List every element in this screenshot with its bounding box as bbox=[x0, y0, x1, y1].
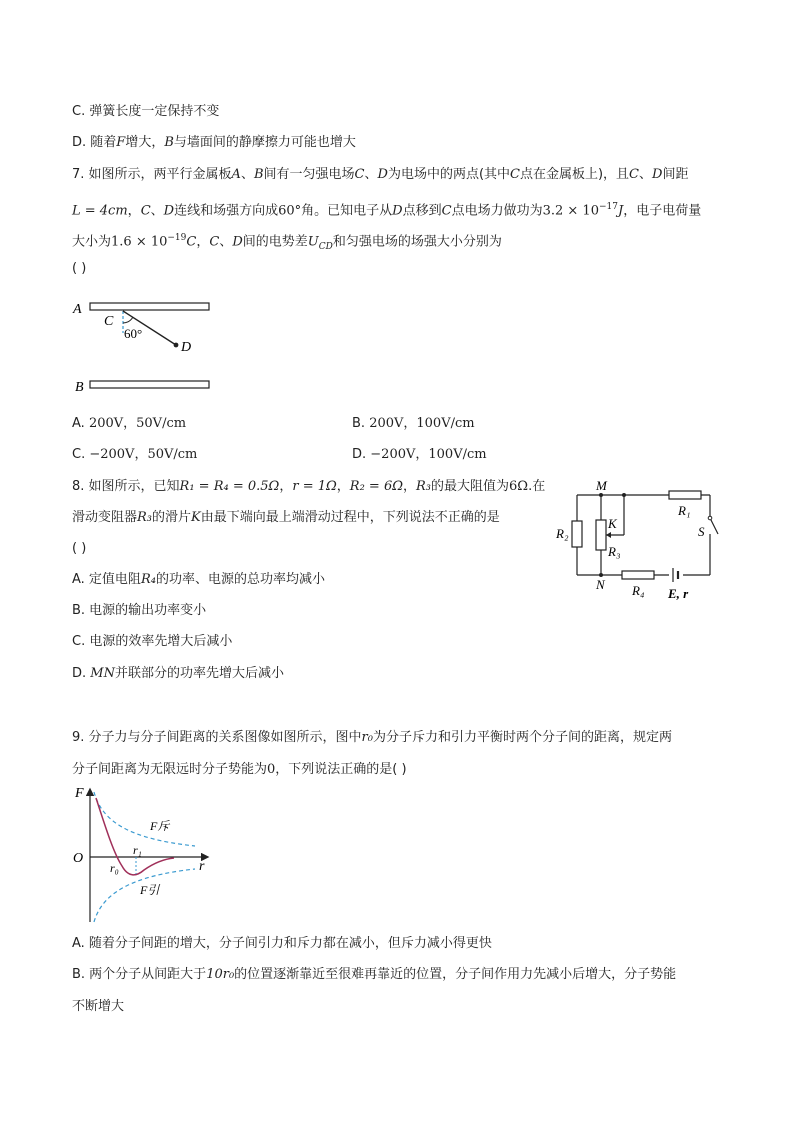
plate-b-label: B bbox=[75, 380, 84, 395]
r4-label: R₄ bbox=[632, 583, 645, 598]
resistor-r2 bbox=[572, 521, 582, 547]
q6-option-d: D. 随着F增大，B与墙面间的静摩擦力可能也增大 bbox=[72, 135, 356, 150]
q8-option-d: D. MN并联部分的功率先增大后减小 bbox=[72, 666, 284, 681]
q8-stem-line2: 滑动变阻器R₃的滑片K由最下端向最上端滑动过程中，下列说法不正确的是 bbox=[72, 510, 500, 525]
q7-option-b: B. 200V，100V/cm bbox=[352, 416, 475, 431]
q7-option-d: D. −200V，100V/cm bbox=[352, 447, 487, 462]
q8-option-c: C. 电源的效率先增大后减小 bbox=[72, 634, 233, 649]
f-repulsion-label: F斥 bbox=[150, 819, 170, 833]
point-c-label: C bbox=[104, 314, 114, 329]
q7-stem-line2: L = 4cm，C、D连线和场强方向成60°角。已知电子从D点移到C点电场力做功为$3.2 \times 10^{-17}J$，电子电荷量 bbox=[72, 202, 702, 219]
plate-a-label: A bbox=[73, 302, 82, 317]
q7-option-a: A. 200V，50V/cm bbox=[72, 416, 187, 431]
q9-option-a: A. 随着分子间距的增大，分子间引力和斥力都在减小，但斥力减小得更快 bbox=[72, 936, 492, 951]
slider-k-label: K bbox=[608, 516, 617, 531]
r0-label: r₀ bbox=[110, 861, 119, 875]
q8-stem-line1: 8. 如图所示，已知R₁ = R₄ = 0.5Ω，r = 1Ω，R₂ = 6Ω，R₃的最大阻值为6Ω.在 bbox=[72, 479, 546, 494]
q9-stem-line1: 9. 分子力与分子间距离的关系图像如图所示，图中r₀为分子斥力和引力平衡时两个分子间的距离，规定两 bbox=[72, 730, 672, 745]
r-axis-label: r bbox=[199, 859, 205, 874]
resistor-r1 bbox=[669, 491, 701, 499]
q6-option-c: C. 弹簧长度一定保持不变 bbox=[72, 104, 220, 119]
q9-option-b-line2: 不断增大 bbox=[72, 999, 125, 1014]
q7-stem-line3: 大小为$1.6 \times 10^{-19}C$，C、D间的电势差$U_{CD}$和匀强电场的场强大小分别为 bbox=[72, 233, 502, 252]
f-axis-label: F bbox=[75, 786, 84, 801]
node-n-label: N bbox=[596, 577, 605, 592]
q9-option-b-line1: B. 两个分子从间距大于10r₀的位置逐渐靠近至很难再靠近的位置，分子间作用力先减小后增大，分子势能 bbox=[72, 967, 677, 982]
net-force-curve bbox=[96, 798, 174, 875]
q7-option-c: C. −200V，50V/cm bbox=[72, 447, 198, 462]
q9-force-distance-graph bbox=[70, 784, 215, 926]
q9-stem-line2: 分子间距离为无限远时分子势能为0，下列说法正确的是( ) bbox=[72, 762, 407, 777]
r1-label: R₁ bbox=[678, 503, 691, 518]
slider-k-arrow bbox=[606, 532, 611, 538]
q8-option-a: A. 定值电阻R₄的功率、电源的总功率均减小 bbox=[72, 572, 325, 587]
source-er-label: E, r bbox=[668, 586, 689, 601]
node-m-label: M bbox=[596, 478, 607, 493]
switch-s-blade bbox=[710, 518, 718, 534]
q8-answer-paren: ( ) bbox=[72, 541, 87, 556]
q8-circuit-diagram bbox=[550, 476, 725, 606]
switch-s-label: S bbox=[698, 524, 705, 539]
rheostat-r3 bbox=[596, 520, 606, 550]
q8-option-b: B. 电源的输出功率变小 bbox=[72, 603, 207, 618]
q7-figure-plates bbox=[70, 295, 220, 395]
r2-label: R₂ bbox=[556, 526, 569, 541]
point-d-label: D bbox=[181, 340, 192, 355]
q7-stem-line1: 7. 如图所示，两平行金属板A、B间有一匀强电场C、D为电场中的两点(其中C点在金属板上)，且C、D间距 bbox=[72, 167, 689, 182]
angle-label: 60° bbox=[124, 326, 143, 341]
resistor-r4 bbox=[622, 571, 654, 579]
r3-label: R₃ bbox=[608, 544, 621, 559]
q7-answer-paren: ( ) bbox=[72, 261, 87, 276]
origin-label: O bbox=[73, 851, 84, 866]
r1-label: r₁ bbox=[133, 843, 142, 857]
f-attraction-label: F引 bbox=[140, 883, 160, 897]
